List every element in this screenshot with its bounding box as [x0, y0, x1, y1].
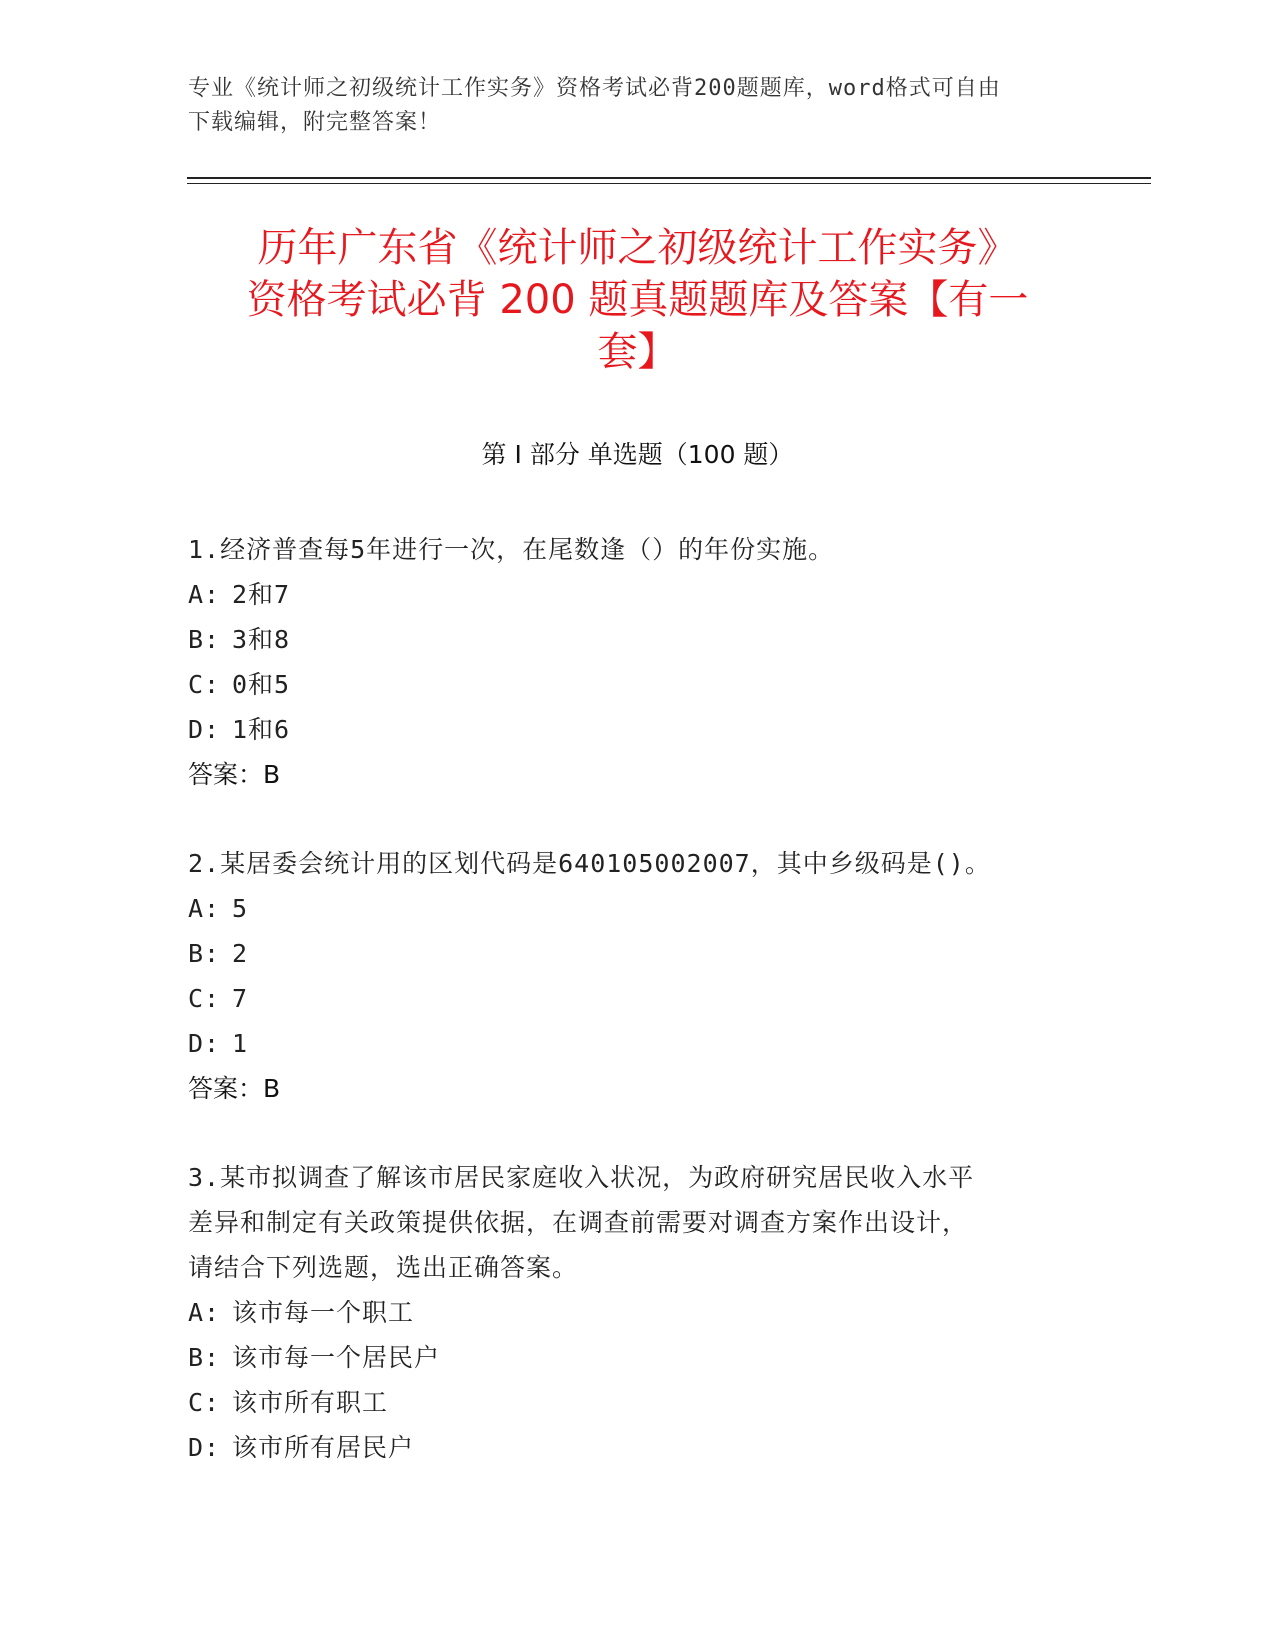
option-c — [188, 1380, 1068, 1425]
question-2 — [188, 841, 1068, 1111]
option-a — [188, 1290, 1068, 1335]
option-c — [188, 976, 1068, 1021]
option-key: C: — [188, 1388, 221, 1417]
option-b — [188, 617, 1068, 662]
option-b — [188, 1335, 1068, 1380]
section-heading: 第 I 部分 单选题（100 题） — [481, 440, 794, 469]
option-key: D: — [188, 1029, 221, 1058]
option-text: 7 — [232, 984, 249, 1013]
option-c — [188, 662, 1068, 707]
option-key: A: — [188, 1298, 221, 1327]
question-1 — [188, 527, 1068, 797]
answer: 答案：B — [188, 1074, 281, 1103]
option-text: 5 — [232, 894, 249, 923]
option-text: 2 — [232, 939, 249, 968]
header-note-line1: 专业《统计师之初级统计工作实务》资格考试必背200题题库，word格式可自由 — [188, 76, 1001, 101]
question-stem: 1.经济普查每5年进行一次，在尾数逢（）的年份实施。 — [188, 535, 835, 564]
answer: 答案：B — [188, 760, 281, 789]
option-key: A: — [188, 894, 221, 923]
option-key: C: — [188, 670, 221, 699]
header-rule-thin — [187, 183, 1151, 184]
option-text: 该市每一个职工 — [232, 1298, 415, 1327]
question-stem-line2: 差异和制定有关政策提供依据，在调查前需要对调查方案作出设计， — [188, 1208, 969, 1237]
option-d — [188, 1021, 1068, 1066]
option-text: 2和7 — [232, 580, 291, 609]
option-text: 0和5 — [232, 670, 291, 699]
option-a — [188, 886, 1068, 931]
title-line1: 历年广东省《统计师之初级统计工作实务》 — [257, 225, 1018, 271]
option-text: 1 — [232, 1029, 249, 1058]
header-note-line2: 下载编辑，附完整答案！ — [188, 110, 442, 135]
header-note — [188, 72, 1068, 140]
header-rule-thick — [187, 177, 1151, 179]
option-b — [188, 931, 1068, 976]
option-key: B: — [188, 625, 221, 654]
document-title — [170, 222, 1105, 378]
option-text: 3和8 — [232, 625, 291, 654]
option-d — [188, 707, 1068, 752]
question-list — [188, 527, 1068, 1514]
question-stem-line3: 请结合下列选题，选出正确答案。 — [188, 1253, 579, 1282]
title-line2: 资格考试必背 200 题真题题库及答案【有一 — [246, 277, 1029, 323]
option-key: B: — [188, 1343, 221, 1372]
option-key: C: — [188, 984, 221, 1013]
title-line3: 套】 — [597, 329, 678, 375]
option-text: 该市所有居民户 — [232, 1433, 415, 1462]
option-text: 该市每一个居民户 — [232, 1343, 441, 1372]
question-3 — [188, 1155, 1068, 1470]
question-stem: 2.某居委会统计用的区划代码是640105002007，其中乡级码是()。 — [188, 849, 991, 878]
option-a — [188, 572, 1068, 617]
option-text: 该市所有职工 — [232, 1388, 389, 1417]
option-key: D: — [188, 1433, 221, 1462]
option-d — [188, 1425, 1068, 1470]
question-stem-line1: 3.某市拟调查了解该市居民家庭收入状况，为政府研究居民收入水平 — [188, 1163, 975, 1192]
option-key: A: — [188, 580, 221, 609]
option-key: D: — [188, 715, 221, 744]
option-text: 1和6 — [232, 715, 291, 744]
option-key: B: — [188, 939, 221, 968]
